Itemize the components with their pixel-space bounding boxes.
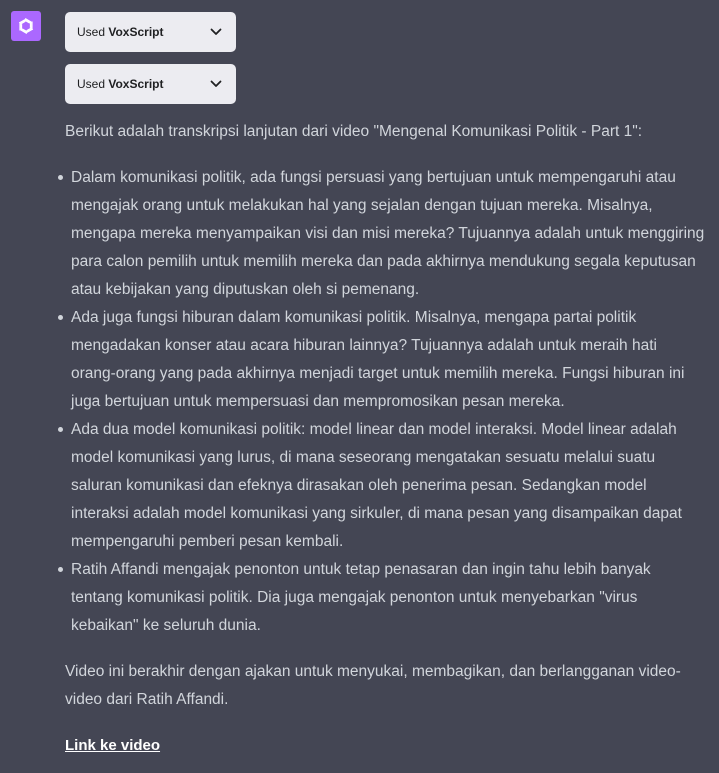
- message-intro: Berikut adalah transkripsi lanjutan dari video "Mengenal Komunikasi Politik - Part 1":: [65, 123, 643, 140]
- openai-logo-icon: [15, 15, 37, 37]
- chevron-down-icon: [210, 80, 222, 88]
- list-item: Dalam komunikasi politik, ada fungsi persuasi yang bertujuan untuk mempengaruhi atau mengajak orang untuk melakukan hal yang sejalan dengan tujuan mereka. Misalnya, mengapa mereka menyampaikan visi dan misi mereka? Tujuannya adalah untuk menggiring para calon pemilih untuk memilih mereka dan pada akhirnya mendukung segala keputusan atau kebijakan yang diputuskan oleh si pemenang.: [65, 164, 705, 304]
- chevron-down-icon: [210, 28, 222, 36]
- plugin-used-toggle[interactable]: [65, 64, 236, 104]
- list-item: Ratih Affandi mengajak penonton untuk tetap penasaran dan ingin tahu lebih banyak tentang komunikasi politik. Dia juga mengajak penonton untuk menyebarkan "virus kebaikan" ke seluruh dunia.: [65, 556, 705, 640]
- bullet-icon: [58, 175, 63, 180]
- bullet-icon: [58, 427, 63, 432]
- bullet-icon: [58, 567, 63, 572]
- list-item: Ada juga fungsi hiburan dalam komunikasi politik. Misalnya, mengapa partai politik mengadakan konser atau acara hiburan lainnya? Tujuannya adalah untuk meraih hati orang-orang yang pada akhirnya menjadi target untuk memilih mereka. Fungsi hiburan ini juga bertujuan untuk mempersuasi dan mempromosikan pesan mereka.: [65, 304, 705, 416]
- assistant-avatar: [11, 11, 41, 41]
- plugin-used-toggle[interactable]: [65, 12, 236, 52]
- list-item: Ada dua model komunikasi politik: model linear dan model interaksi. Model linear adalah model komunikasi yang lurus, di mana seseorang mengatakan sesuatu melalui suatu saluran komunikasi dan efeknya dirasakan oleh penerima pesan. Sedangkan model interaksi adalah model komunikasi yang sirkuler, di mana pesan yang disampaikan dapat mempengaruhi pemberi pesan kembali.: [65, 416, 705, 556]
- plugin-used-label: Used VoxScript: [77, 77, 164, 91]
- bullet-list: [65, 164, 705, 640]
- bullet-icon: [58, 315, 63, 320]
- plugin-used-label: Used VoxScript: [77, 25, 164, 39]
- video-link[interactable]: Link ke video: [65, 737, 161, 754]
- assistant-message: [65, 118, 705, 760]
- message-outro: Video ini berakhir dengan ajakan untuk menyukai, membagikan, dan berlangganan video-video dari Ratih Affandi.: [65, 663, 681, 708]
